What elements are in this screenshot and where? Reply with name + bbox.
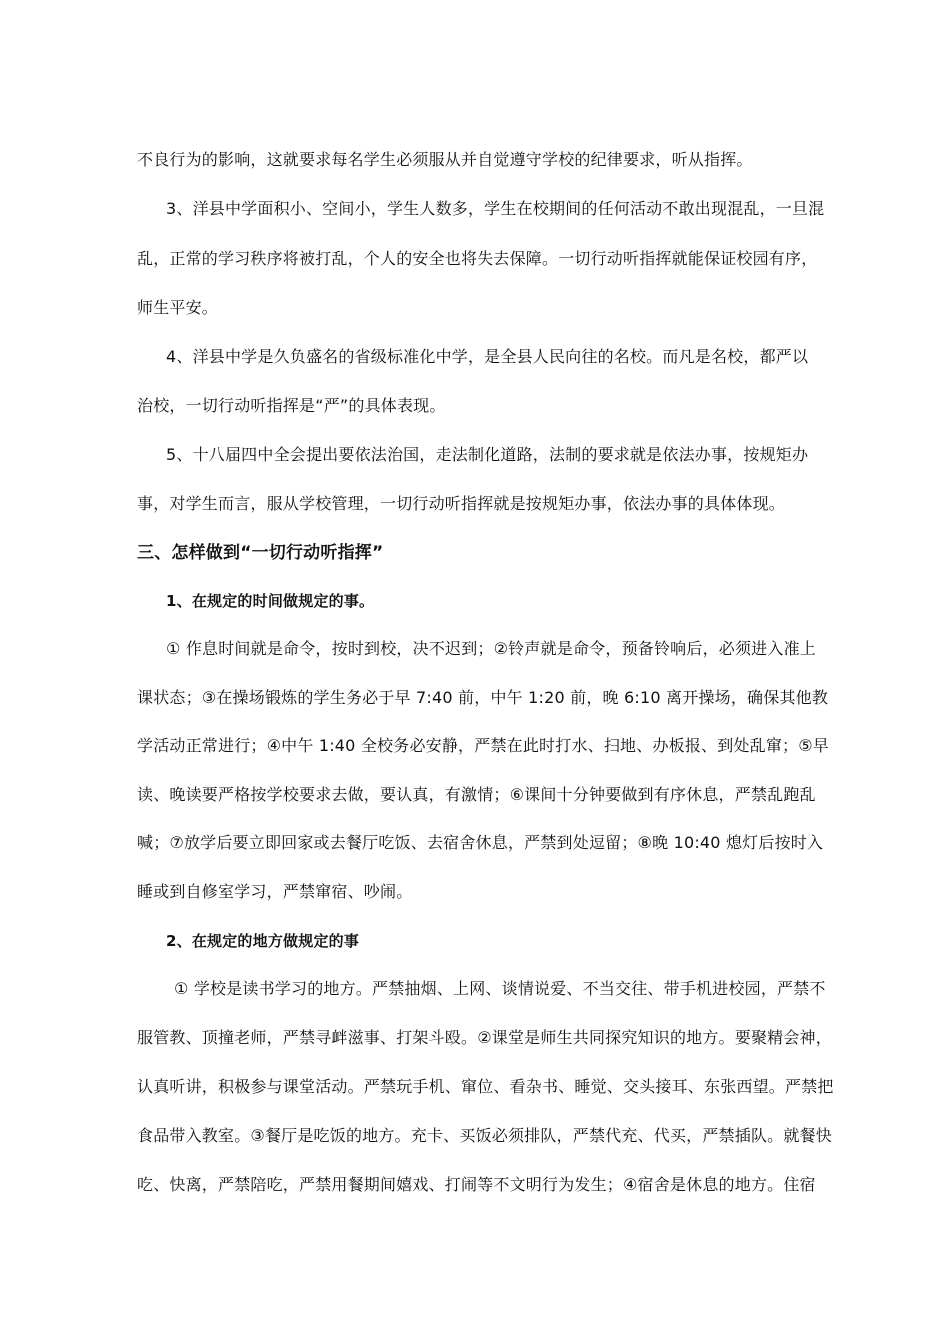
paragraph-line: 事，对学生而言，服从学校管理，一切行动听指挥就是按规矩办事，依法办事的具体体现。 — [137, 494, 786, 513]
subsection-heading: 1、在规定的时间做规定的事。 — [166, 592, 375, 610]
paragraph-line: 3、洋县中学面积小、空间小，学生人数多，学生在校期间的任何活动不敢出现混乱，一旦混 — [166, 199, 825, 218]
paragraph-line: ① 作息时间就是命令，按时到校，决不迟到；②铃声就是命令，预备铃响后，必须进入准上 — [166, 639, 816, 658]
paragraph-line: 读、晚读要严格按学校要求去做，要认真，有激情；⑥课间十分钟要做到有序休息，严禁乱跑乱 — [137, 785, 816, 804]
paragraph-line: 课状态；③在操场锻炼的学生务必于早 7:40 前，中午 1:20 前，晚 6:10 离开操场，确保其他教 — [137, 688, 829, 707]
paragraph-line: 喊；⑦放学后要立即回家或去餐厅吃饭、去宿舍休息，严禁到处逗留；⑧晚 10:40 熄灯后按时入 — [137, 833, 824, 852]
subsection-heading: 2、在规定的地方做规定的事 — [166, 932, 360, 950]
paragraph-line: 师生平安。 — [137, 298, 219, 317]
paragraph-line: 4、洋县中学是久负盛名的省级标准化中学，是全县人民向往的名校。而凡是名校，都严以 — [166, 347, 809, 366]
paragraph-line: 食品带入教室。③餐厅是吃饭的地方。充卡、买饭必须排队，严禁代充、代买，严禁插队。就餐快 — [137, 1126, 832, 1145]
paragraph-line: 认真听讲，积极参与课堂活动。严禁玩手机、窜位、看杂书、睡觉、交头接耳、东张西望。严禁把 — [137, 1077, 834, 1096]
paragraph-line: 5、十八届四中全会提出要依法治国，走法制化道路，法制的要求就是依法办事，按规矩办 — [166, 445, 809, 464]
paragraph-line: 睡或到自修室学习，严禁窜宿、吵闹。 — [137, 882, 413, 901]
paragraph-line: 治校，一切行动听指挥是“严”的具体表现。 — [137, 396, 446, 415]
paragraph-line: ① 学校是读书学习的地方。严禁抽烟、上网、谈情说爱、不当交往、带手机进校园，严禁不 — [174, 979, 826, 998]
paragraph-line: 吃、快离，严禁陪吃，严禁用餐期间嬉戏、打闹等不文明行为发生；④宿舍是休息的地方。住宿 — [137, 1175, 816, 1194]
paragraph-line: 服管教、顶撞老师，严禁寻衅滋事、打架斗殴。②课堂是师生共同探究知识的地方。要聚精会神， — [137, 1028, 832, 1047]
paragraph-line: 学活动正常进行；④中午 1:40 全校务必安静，严禁在此时打水、扫地、办板报、到处乱窜；⑤早 — [137, 736, 829, 755]
paragraph-line: 乱，正常的学习秩序将被打乱，个人的安全也将失去保障。一切行动听指挥就能保证校园有序， — [137, 249, 818, 268]
section-heading: 三、怎样做到“一切行动听指挥” — [137, 543, 384, 563]
paragraph-line: 不良行为的影响，这就要求每名学生必须服从并自觉遵守学校的纪律要求，听从指挥。 — [137, 150, 753, 169]
